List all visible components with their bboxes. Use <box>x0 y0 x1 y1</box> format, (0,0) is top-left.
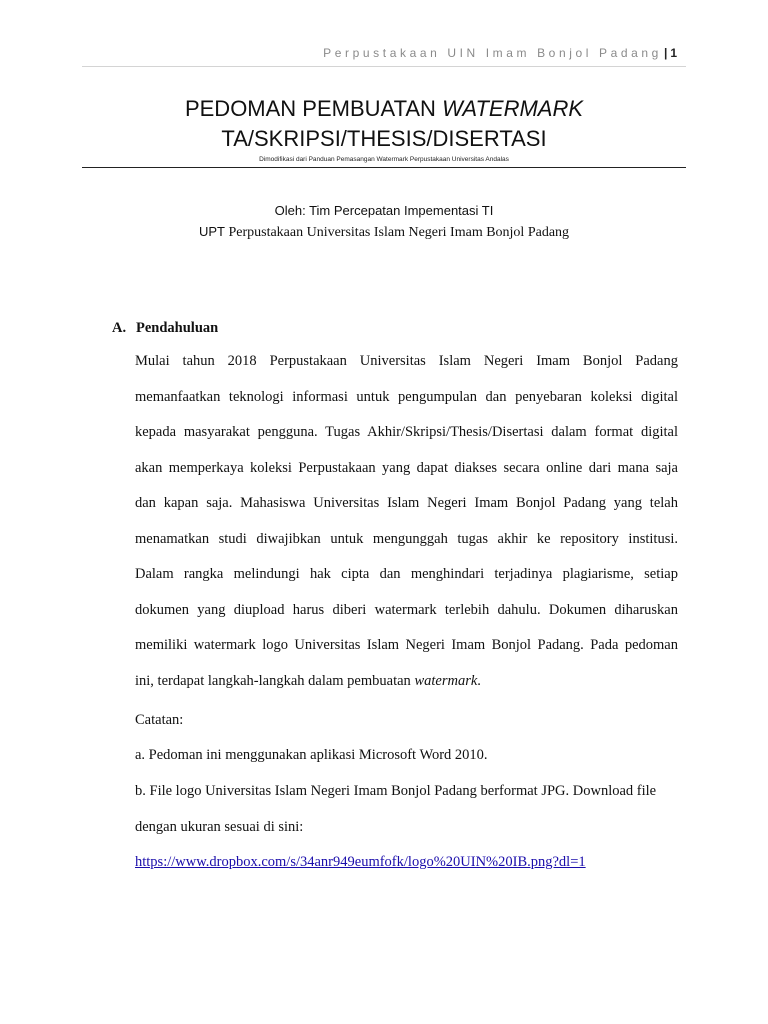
intro-paragraph <box>135 344 678 699</box>
author-line: Oleh: Tim Percepatan Impementasi TI <box>274 203 494 218</box>
section-title: Pendahuluan <box>136 320 219 336</box>
document-title <box>82 94 686 154</box>
page-number: 1 <box>670 46 677 60</box>
paragraph-last-line <box>135 664 678 700</box>
last-line-suffix: . <box>477 672 481 689</box>
institution-name: Perpustakaan Universitas Islam Negeri Imam Bonjol Padang <box>228 225 570 240</box>
paragraph-line: memanfaatkan teknologi informasi untuk pengumpulan dan penyebaran koleksi digital <box>135 388 678 405</box>
download-link-row <box>135 852 586 872</box>
title-line-1 <box>82 94 686 124</box>
title-line-1-italic: WATERMARK <box>442 96 584 121</box>
section-heading <box>112 318 218 338</box>
paragraph-line: dokumen yang diupload harus diberi watermark terlebih dahulu. Dokumen diharuskan <box>135 601 678 618</box>
paragraph-line: Mulai tahun 2018 Perpustakaan Universitas Islam Negeri Imam Bonjol Padang <box>135 353 678 369</box>
paragraph-line: memiliki watermark logo Universitas Islam Negeri Imam Bonjol Padang. Pada pedoman <box>135 637 678 653</box>
paragraph-line: akan memperkaya koleksi Perpustakaan yang dapat diakses secara online dari mana saja <box>135 459 678 476</box>
paragraph-line: kepada masyarakat pengguna. Tugas Akhir/Skripsi/Thesis/Disertasi dalam format digital <box>135 424 678 440</box>
institution-prefix: UPT <box>198 224 225 239</box>
note-item-a: a. Pedoman ini menggunakan aplikasi Microsoft Word 2010. <box>135 747 488 763</box>
paragraph-line: menamatkan studi diwajibkan untuk mengunggah tugas akhir ke repository institusi. <box>135 530 678 547</box>
title-line-1-text: PEDOMAN PEMBUATAN <box>184 96 443 121</box>
running-header <box>323 46 677 60</box>
section-marker: A. <box>112 320 127 336</box>
title-divider <box>82 167 686 168</box>
running-title: Perpustakaan UIN Imam Bonjol Padang <box>323 46 662 60</box>
notes-label: Catatan: <box>135 712 184 728</box>
note-item-b-line-2: dengan ukuran sesuai di sini: <box>135 819 304 835</box>
download-link[interactable]: https://www.dropbox.com/s/34anr949eumfofk/logo%20UIN%20IB.png?dl=1 <box>135 854 586 870</box>
paragraph-line: Dalam rangka melindungi hak cipta dan menghindari terjadinya plagiarisme, setiap <box>135 566 678 582</box>
last-line-italic: watermark <box>414 672 478 689</box>
document-subtitle: Dimodifikasi dari Panduan Pemasangan Watermark Perpustakaan Universitas Andalas <box>259 156 509 163</box>
header-separator: | <box>663 46 668 60</box>
institution-line <box>82 222 686 243</box>
paragraph-line: dan kapan saja. Mahasiswa Universitas Islam Negeri Imam Bonjol Padang yang telah <box>135 495 678 511</box>
last-line-text: ini, terdapat langkah-langkah dalam pembuatan <box>135 672 415 689</box>
note-item-b-line-1: b. File logo Universitas Islam Negeri Imam Bonjol Padang berformat JPG. Download file <box>135 783 657 799</box>
title-line-2: TA/SKRIPSI/THESIS/DISERTASI <box>221 126 547 151</box>
header-divider <box>82 66 686 67</box>
